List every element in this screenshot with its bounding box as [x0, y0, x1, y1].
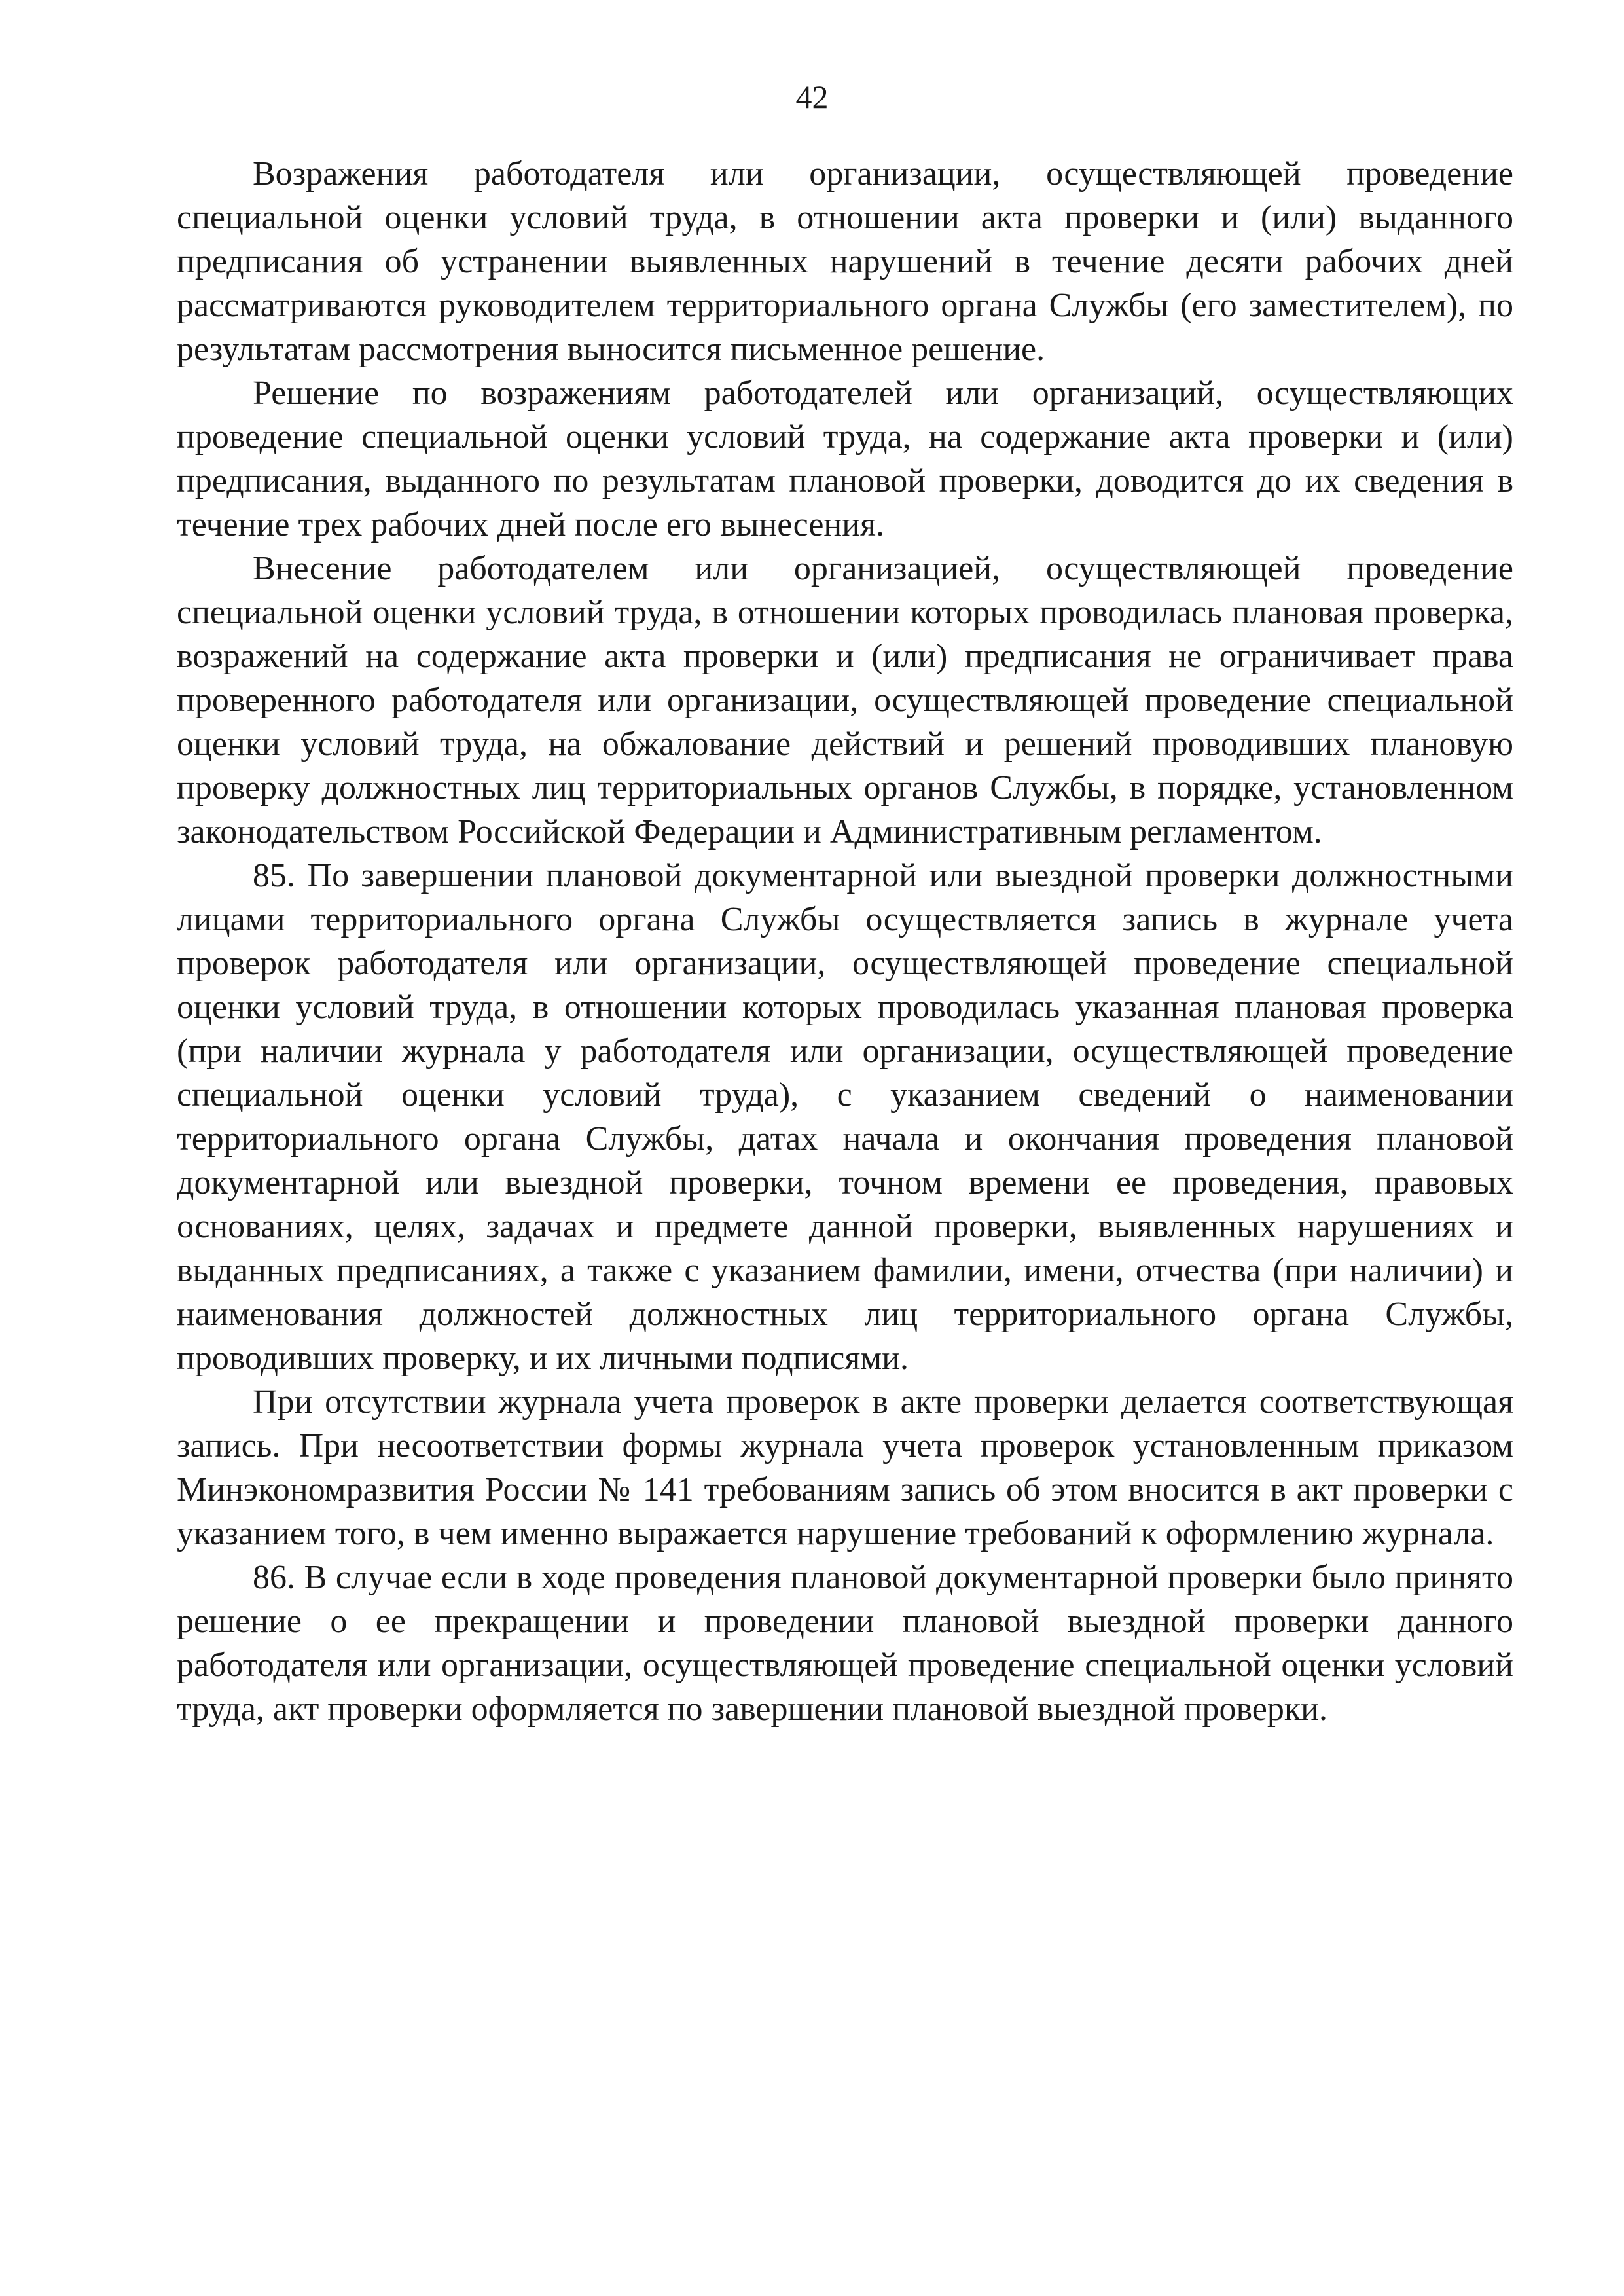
document-body [177, 152, 1513, 1731]
paragraph-appeal-rights: Внесение работодателем или организацией, осуществляющей проведение специальной оценки условий труда, в отношении которых проводилась плановая проверка, возражений на содержание акта проверки и (или) предписания не ограничивает права проверенного работодателя или организации, осуществляющей проведение специальной оценки условий труда, на обжалование действий и решений проводивших плановую проверку должностных лиц территориальных органов Службы, в порядке, установленном законодательством Российской Федерации и Административным регламентом. [177, 550, 1513, 850]
paragraph-objection-decision: Решение по возражениям работодателей или организаций, осуществляющих проведение специальной оценки условий труда, на содержание акта проверки и (или) предписания, выданного по результатам плановой проверки, доводится до их сведения в течение трех рабочих дней после его вынесения. [177, 374, 1513, 543]
page-number: 42 [795, 79, 829, 115]
paragraph-item-85: 85. По завершении плановой документарной или выездной проверки должностными лицами территориального органа Службы осуществляется запись в журнале учета проверок работодателя или организации, осуществляющей проведение специальной оценки условий труда, в отношении которых проводилась указанная плановая проверка (при наличии журнала у работодателя или организации, осуществляющей проведение специальной оценки условий труда), с указанием сведений о наименовании территориального органа Службы, датах начала и окончания проведения плановой документарной или выездной проверки, точном времени ее проведения, правовых основаниях, целях, задачах и предмете данной проверки, выявленных нарушениях и выданных предписаниях, а также с указанием фамилии, имени, отчества (при наличии) и наименования должностей должностных лиц территориального органа Службы, проводивших проверку, и их личными подписями. [177, 857, 1513, 1377]
paragraph-journal-absence: При отсутствии журнала учета проверок в акте проверки делается соответствующая запись. При несоответствии формы журнала учета проверок установленным приказом Минэкономразвития России № 141 требованиям запись об этом вносится в акт проверки с указанием того, в чем именно выражается нарушение требований к оформлению журнала. [177, 1383, 1513, 1552]
paragraph-objections: Возражения работодателя или организации, осуществляющей проведение специальной оценки условий труда, в отношении акта проверки и (или) выданного предписания об устранении выявленных нарушений в течение десяти рабочих дней рассматриваются руководителем территориального органа Службы (его заместителем), по результатам рассмотрения выносится письменное решение. [177, 155, 1513, 368]
paragraph-item-86: 86. В случае если в ходе проведения плановой документарной проверки было принято решение о ее прекращении и проведении плановой выездной проверки данного работодателя или организации, осуществляющей проведение специальной оценки условий труда, акт проверки оформляется по завершении плановой выездной проверки. [177, 1559, 1513, 1728]
